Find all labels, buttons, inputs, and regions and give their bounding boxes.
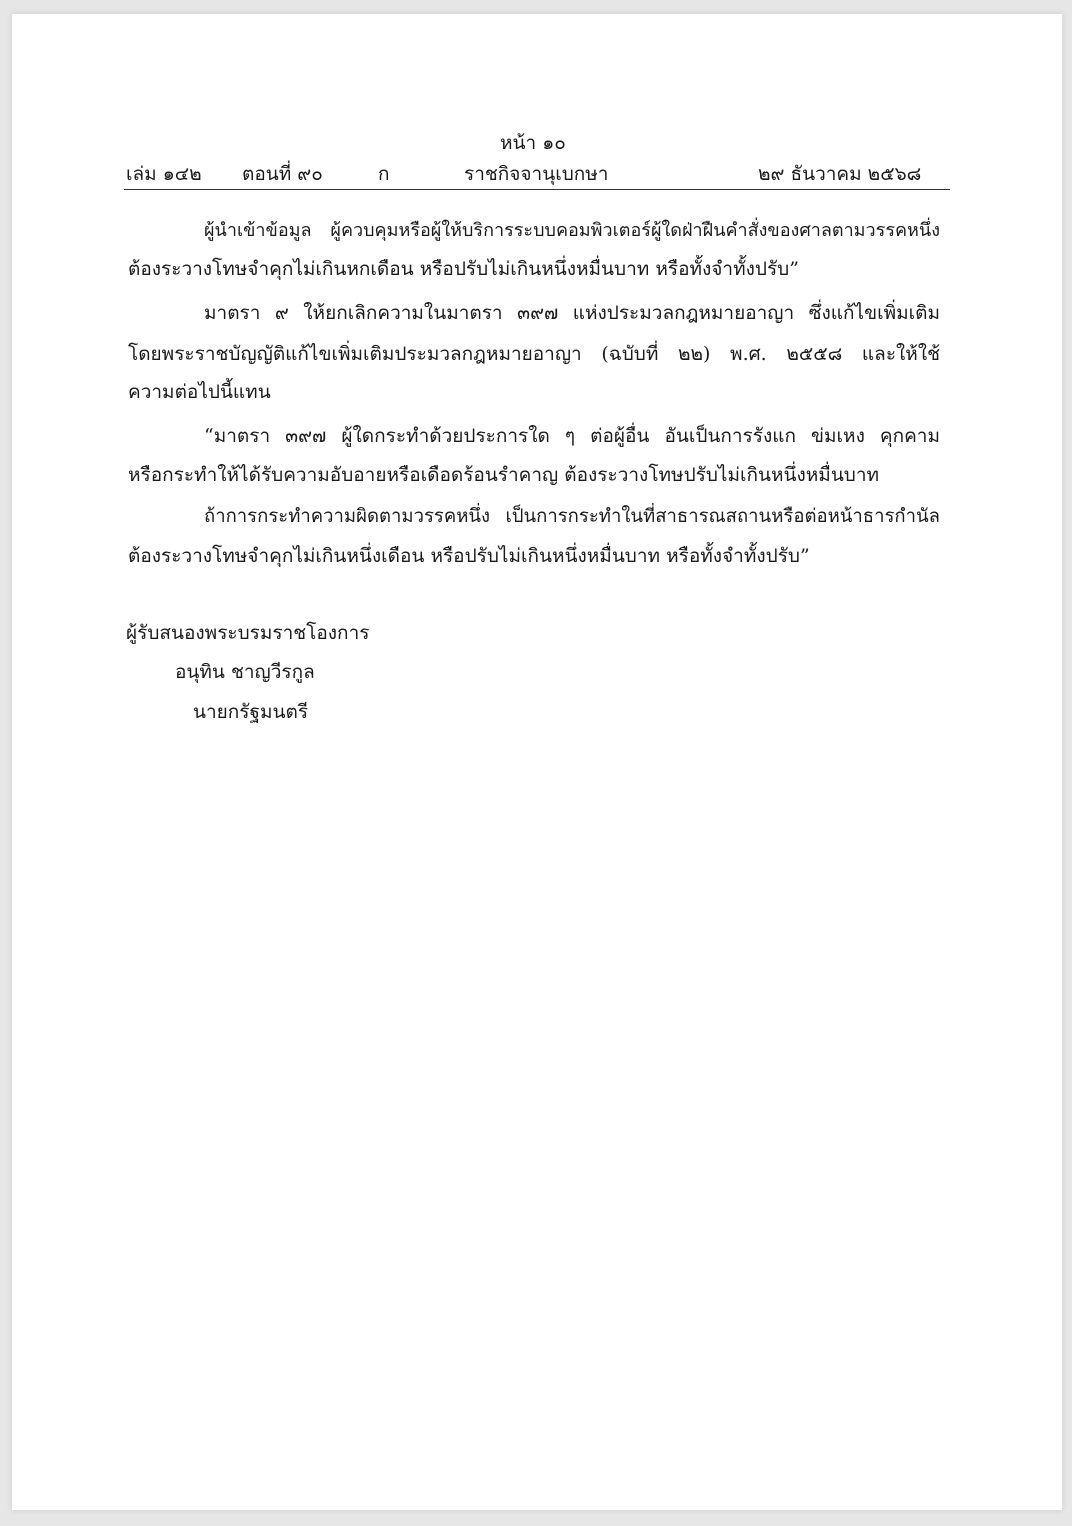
signatory-name: อนุทิน ชาญวีรกูล — [175, 661, 315, 683]
section-label: ก — [378, 163, 390, 185]
countersign-label: ผู้รับสนองพระบรมราชโองการ — [126, 622, 370, 644]
header-divider — [124, 189, 950, 190]
page-number: หน้า ๑๐ — [500, 132, 566, 154]
body-line-9: ต้องระวางโทษจำคุกไม่เกินหนึ่งเดือน หรือปรับไม่เกินหนึ่งหมื่นบาท หรือทั้งจำทั้งปรับ” — [128, 545, 810, 567]
document-page — [12, 14, 1062, 1510]
issue-date: ๒๙ ธันวาคม ๒๕๖๘ — [758, 163, 922, 185]
body-line-6: “มาตรา ๓๙๗ ผู้ใดกระทำด้วยประการใด ๆ ต่อผู้อื่น อันเป็นการรังแก ข่มเหง คุกคาม — [204, 425, 940, 447]
signatory-position: นายกรัฐมนตรี — [193, 701, 309, 723]
volume-label: เล่ม ๑๔๒ — [126, 163, 202, 185]
body-line-7: หรือกระทำให้ได้รับความอับอายหรือเดือดร้อนรำคาญ ต้องระวางโทษปรับไม่เกินหนึ่งหมื่นบาท — [128, 464, 880, 486]
body-line-2: ต้องระวางโทษจำคุกไม่เกินหกเดือน หรือปรับไม่เกินหนึ่งหมื่นบาท หรือทั้งจำทั้งปรับ” — [128, 258, 799, 280]
issue-label: ตอนที่ ๙๐ — [242, 163, 323, 185]
body-line-4: โดยพระราชบัญญัติแก้ไขเพิ่มเติมประมวลกฎหมายอาญา (ฉบับที่ ๒๒) พ.ศ. ๒๕๕๘ และให้ใช้ — [128, 343, 940, 365]
body-line-3: มาตรา ๙ ให้ยกเลิกความในมาตรา ๓๙๗ แห่งประมวลกฎหมายอาญา ซึ่งแก้ไขเพิ่มเติม — [204, 302, 940, 324]
gazette-name: ราชกิจจานุเบกษา — [464, 163, 609, 185]
body-line-8: ถ้าการกระทำความผิดตามวรรคหนึ่ง เป็นการกระทำในที่สาธารณสถานหรือต่อหน้าธารกำนัล — [204, 506, 940, 527]
body-line-1: ผู้นำเข้าข้อมูล ผู้ควบคุมหรือผู้ให้บริการระบบคอมพิวเตอร์ผู้ใดฝ่าฝืนคำสั่งของศาลตามวรรคหนึ่ง — [204, 220, 940, 241]
body-line-5: ความต่อไปนี้แทน — [128, 381, 271, 403]
